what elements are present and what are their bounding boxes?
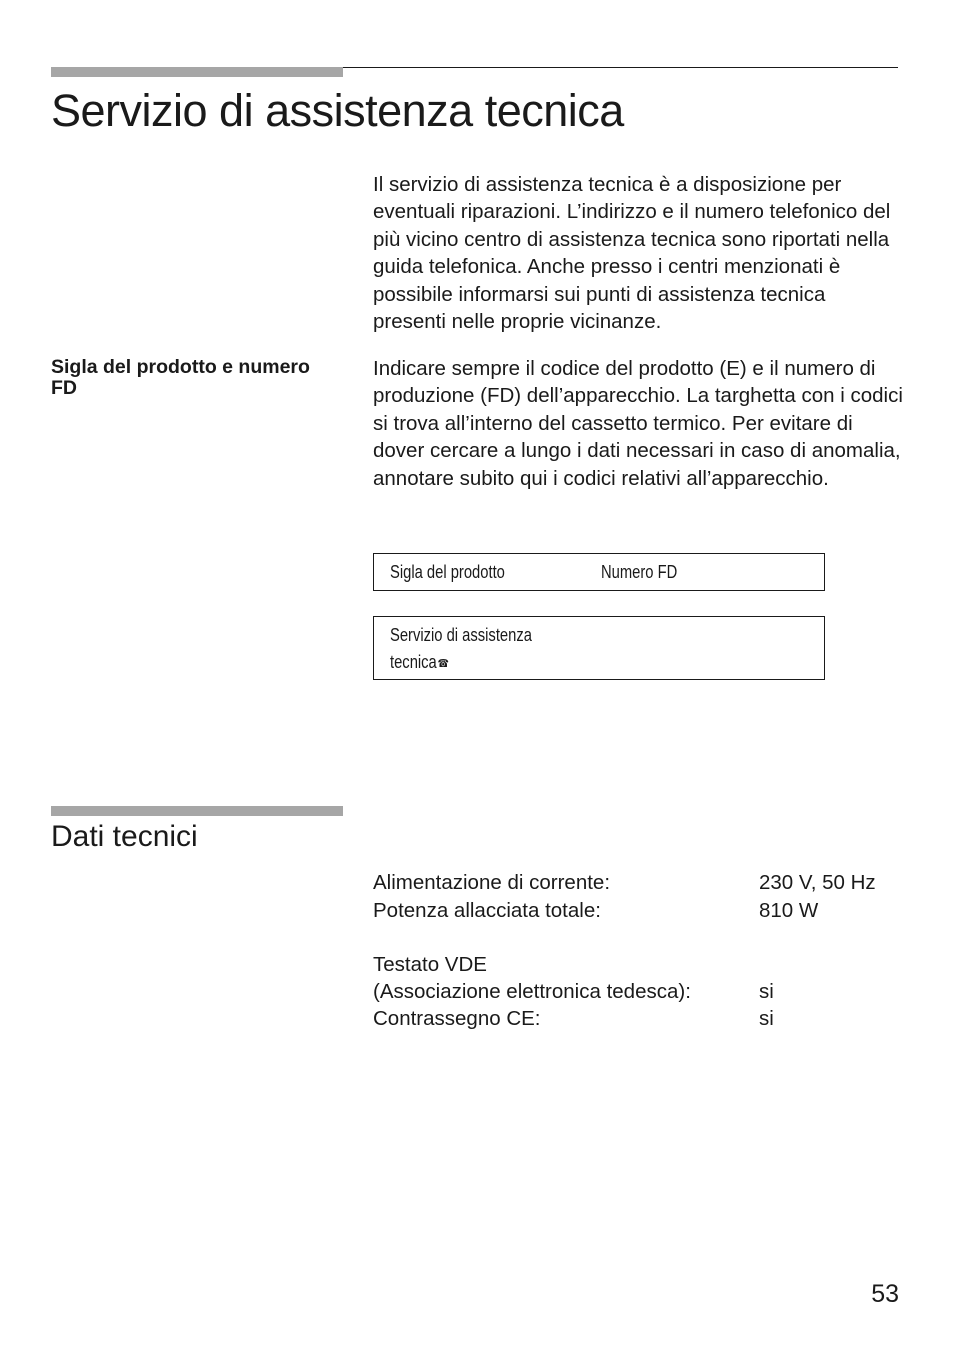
spec-label: Contrassegno CE: (373, 1007, 541, 1030)
telephone-icon: ☎ (437, 658, 449, 670)
section-rule-thin-top (343, 67, 898, 68)
page-number: 53 (871, 1280, 899, 1308)
product-section-paragraph: Indicare sempre il codice del prodotto (E) e il numero di produzione (FD) dell’apparecchio. La targhetta con i codici si trova all’interno del cassetto termico. Per evitare di dover cercare a lungo i dati necessari in caso di anomalia, annotare subito qui i codici relativi all’apparecchio. (373, 357, 903, 490)
page-title: Servizio di assistenza tecnica (51, 85, 624, 136)
service-contact-box[interactable] (373, 616, 825, 680)
spec-label: (Associazione elettronica tedesca): (373, 980, 691, 1003)
fd-number-label: Numero FD (601, 562, 678, 582)
spec-value: 230 V, 50 Hz (759, 871, 876, 894)
spec-value: 810 W (759, 899, 819, 922)
product-code-label: Sigla del prodotto (390, 562, 505, 582)
spec-label: Testato VDE (373, 953, 487, 976)
tech-data-heading: Dati tecnici (51, 820, 198, 853)
intro-paragraph: Il servizio di assistenza tecnica è a disposizione per eventuali riparazioni. L’indirizzo e il numero telefonico del più vicino centro di assistenza tecnica sono riportati nella guida telefonica. Anche presso i centri menzionati è possibile informarsi sui punti di assistenza tecnica presenti nelle proprie vicinanze. (373, 173, 891, 334)
spec-value: si (759, 1007, 774, 1030)
product-code-box[interactable] (373, 553, 825, 591)
service-label-line1: Servizio di assistenza (390, 625, 532, 645)
spec-label: Alimentazione di corrente: (373, 871, 611, 894)
service-label-line2: tecnica (390, 652, 437, 672)
service-label-line2-wrap (390, 652, 449, 673)
section-rule-thick-top (51, 67, 343, 77)
spec-label: Potenza allacciata totale: (373, 899, 601, 922)
section-rule-thick-tech (51, 806, 343, 816)
spec-value: si (759, 980, 774, 1003)
product-section-label: Sigla del prodotto e numero FD (51, 356, 310, 399)
